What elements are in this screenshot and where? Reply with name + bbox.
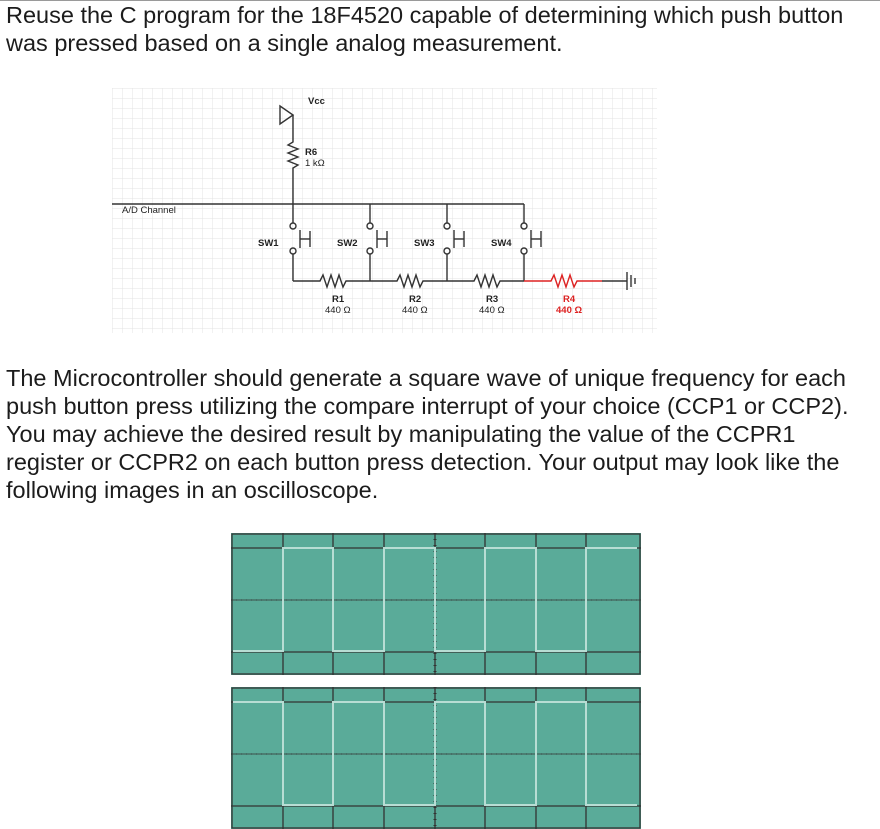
vcc-label: Vcc: [308, 96, 325, 107]
ad-channel-label: A/D Channel: [122, 205, 176, 216]
r1-name-label: R1: [332, 294, 345, 305]
circuit-diagram: [112, 88, 657, 333]
oscilloscope-screen-1: [231, 533, 641, 675]
sw4-label: SW4: [491, 238, 512, 249]
oscilloscope-screen-2: [231, 687, 641, 829]
r3-value-label: 440 Ω: [479, 305, 505, 316]
r2-name-label: R2: [409, 294, 422, 305]
sw2-label: SW2: [337, 238, 358, 249]
r6-name-label: R6: [305, 147, 318, 158]
r2-value-label: 440 Ω: [402, 305, 428, 316]
r1-value-label: 440 Ω: [325, 305, 351, 316]
sw1-label: SW1: [258, 238, 279, 249]
r3-name-label: R3: [486, 294, 499, 305]
intro-paragraph: Reuse the C program for the 18F4520 capable of determining which push button was pressed based on a single analog measurement.: [6, 2, 844, 56]
circuit-grid: [112, 88, 657, 333]
sw3-label: SW3: [414, 238, 435, 249]
r6-value-label: 1 kΩ: [305, 158, 325, 169]
r4-name-label: R4: [563, 294, 576, 305]
r4-value-label: 440 Ω: [556, 305, 583, 316]
body-paragraph: The Microcontroller should generate a square wave of unique frequency for each push button press utilizing the compare interrupt of your choice (CCP1 or CCP2). You may achieve the desired result by manipulating the value of the CCPR1 register or CCPR2 on each button press detection. Your output may look like the following images in an oscilloscope.: [6, 365, 849, 503]
